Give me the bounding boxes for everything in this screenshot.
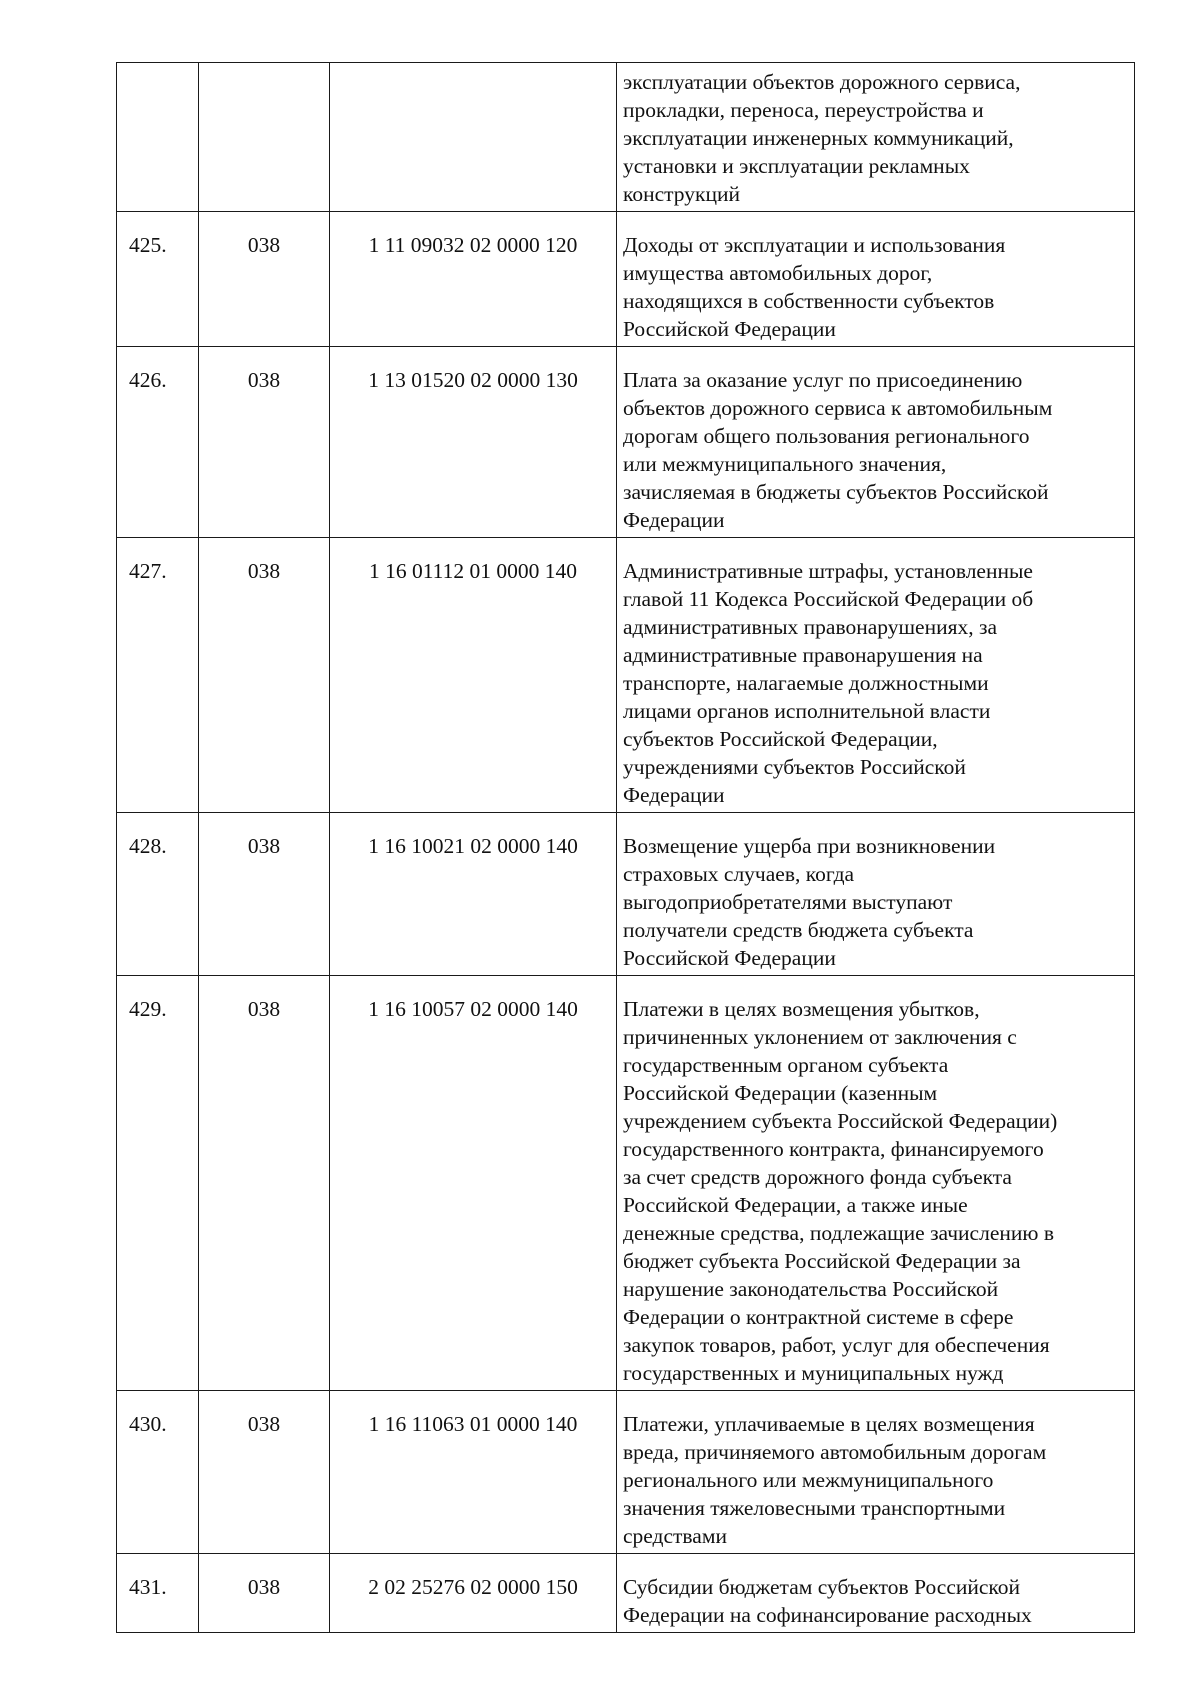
name-cell (617, 347, 1135, 538)
kbk-cell (330, 976, 617, 1391)
row-number-cell (117, 212, 199, 347)
name-cell (617, 538, 1135, 813)
revenue-name: Субсидии бюджетам субъектов Российской Федерации на софинансирование расходных (623, 1575, 1032, 1627)
kbk-cell (330, 63, 617, 212)
row-number: 431. (129, 1575, 167, 1599)
revenue-name: Платежи, уплачиваемые в целях возмещения вреда, причиняемого автомобильным дорогам регионального или межмуниципального значения тяжеловесными транспортными средствами (623, 1412, 1047, 1548)
admin-code-cell (199, 212, 330, 347)
kbk-code: 1 16 10021 02 0000 140 (368, 834, 578, 858)
kbk-code: 1 16 10057 02 0000 140 (368, 997, 578, 1021)
table-row (117, 347, 1135, 538)
admin-code: 038 (247, 233, 281, 257)
admin-code: 038 (247, 997, 281, 1021)
row-number-cell (117, 538, 199, 813)
table-row (117, 538, 1135, 813)
admin-code-cell (199, 63, 330, 212)
kbk-cell (330, 212, 617, 347)
kbk-code: 1 16 01112 01 0000 140 (368, 559, 578, 583)
kbk-cell (330, 538, 617, 813)
kbk-code: 2 02 25276 02 0000 150 (368, 1575, 578, 1599)
row-number-cell (117, 1391, 199, 1554)
table-row (117, 1554, 1135, 1633)
revenue-name: Возмещение ущерба при возникновении страховых случаев, когда выгодоприобретателями выступают получатели средств бюджета субъекта Российской Федерации (623, 834, 996, 970)
kbk-code: 1 11 09032 02 0000 120 (368, 233, 578, 257)
admin-code-cell (199, 1554, 330, 1633)
admin-code: 038 (247, 834, 281, 858)
row-number: 430. (129, 1412, 167, 1436)
name-cell (617, 1391, 1135, 1554)
table-row (117, 63, 1135, 212)
name-cell (617, 1554, 1135, 1633)
kbk-code: 1 16 11063 01 0000 140 (368, 1412, 578, 1436)
kbk-cell (330, 1554, 617, 1633)
row-number: 425. (129, 233, 167, 257)
row-number-cell (117, 976, 199, 1391)
row-number (117, 63, 198, 82)
kbk-code: 1 13 01520 02 0000 130 (368, 368, 578, 392)
admin-code: 038 (247, 368, 281, 392)
table-row (117, 1391, 1135, 1554)
row-number-cell (117, 347, 199, 538)
admin-code-cell (199, 347, 330, 538)
name-cell (617, 813, 1135, 976)
row-number: 428. (129, 834, 167, 858)
table-row (117, 212, 1135, 347)
revenue-name: Административные штрафы, установленные главой 11 Кодекса Российской Федерации об административных правонарушениях, за административные правонарушения на транспорте, налагаемые должностными лицами органов исполнительной власти субъектов Российской Федерации, учреждениями субъектов Российской Федерации (623, 559, 1034, 807)
admin-code: 038 (247, 559, 281, 583)
revenue-name: Платежи в целях возмещения убытков, причиненных уклонением от заключения с государственным органом субъекта Российской Федерации (казенным учреждением субъекта Российской Федерации) государственного контракта, финансируемого за счет средств дорожного фонда субъекта Российской Федерации, а также иные денежные средства, подлежащие зачислению в бюджет субъекта Российской Федерации за нарушение законодательства Российской Федерации о контрактной системе в сфере закупок товаров, работ, услуг для обеспечения государственных и муниципальных нужд (623, 997, 1058, 1385)
revenue-name: Доходы от эксплуатации и использования имущества автомобильных дорог, находящихся в собственности субъектов Российской Федерации (623, 233, 1006, 341)
table-row (117, 976, 1135, 1391)
row-number-cell (117, 813, 199, 976)
admin-code-cell (199, 538, 330, 813)
admin-code-cell (199, 976, 330, 1391)
kbk-cell (330, 347, 617, 538)
admin-code-cell (199, 1391, 330, 1554)
admin-code: 038 (247, 1575, 281, 1599)
row-number: 427. (129, 559, 167, 583)
row-number: 429. (129, 997, 167, 1021)
revenue-classification-table (116, 62, 1135, 1633)
admin-code-cell (199, 813, 330, 976)
name-cell (617, 63, 1135, 212)
name-cell (617, 976, 1135, 1391)
revenue-name: Плата за оказание услуг по присоединению объектов дорожного сервиса к автомобильным дорогам общего пользования регионального или межмуниципального значения, зачисляемая в бюджеты субъектов Российской Федерации (623, 368, 1053, 532)
row-number-cell (117, 63, 199, 212)
kbk-cell (330, 813, 617, 976)
revenue-name: эксплуатации объектов дорожного сервиса, прокладки, переноса, переустройства и эксплуатации инженерных коммуникаций, установки и эксплуатации рекламных конструкций (623, 70, 1021, 206)
admin-code: 038 (247, 1412, 281, 1436)
row-number-cell (117, 1554, 199, 1633)
row-number: 426. (129, 368, 167, 392)
kbk-cell (330, 1391, 617, 1554)
table-row (117, 813, 1135, 976)
admin-code (199, 63, 329, 82)
name-cell (617, 212, 1135, 347)
kbk-code (330, 63, 616, 82)
